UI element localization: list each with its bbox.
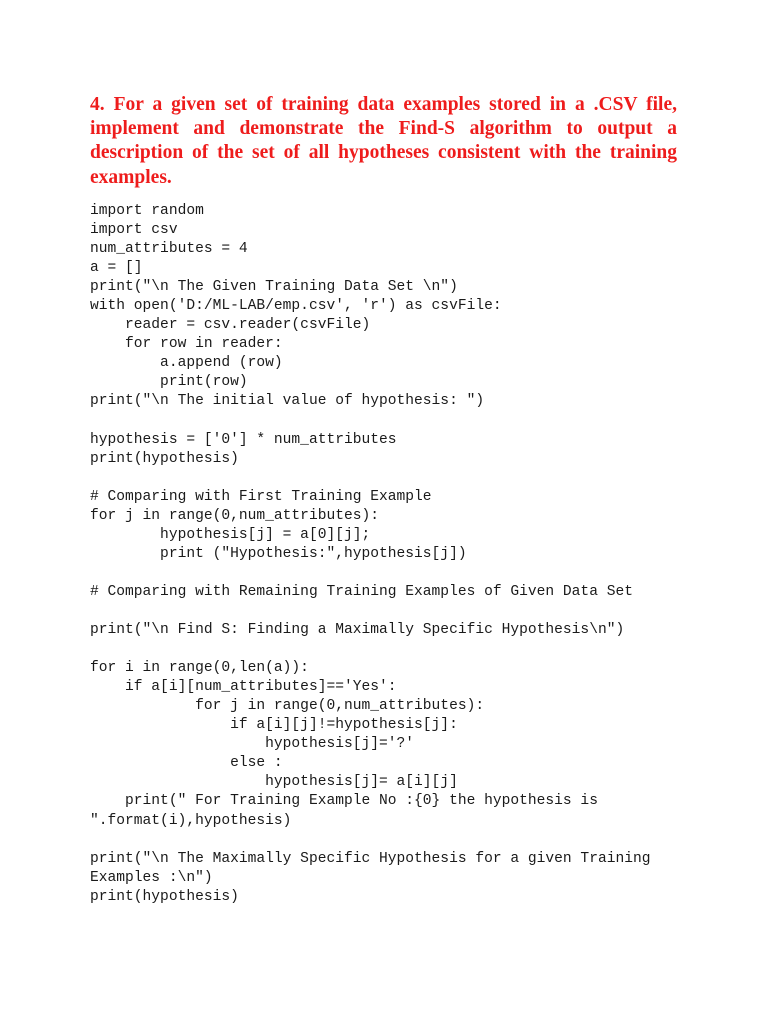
- code-line: print(" For Training Example No :{0} the hypothesis is: [90, 793, 598, 810]
- code-line: [90, 640, 651, 659]
- code-line: print("\n The initial value of hypothesis: "): [90, 393, 485, 410]
- code-line: [90, 564, 651, 583]
- code-line: a = []: [90, 260, 143, 277]
- code-line: reader = csv.reader(csvFile): [90, 317, 371, 334]
- code-line: else :: [90, 755, 283, 772]
- code-line: [90, 831, 651, 850]
- code-line: [90, 602, 651, 621]
- code-line: [90, 469, 651, 488]
- code-line: print("\n Find S: Finding a Maximally Specific Hypothesis\n"): [90, 622, 625, 639]
- code-line: for row in reader:: [90, 336, 283, 353]
- code-line: hypothesis = ['0'] * num_attributes: [90, 431, 397, 448]
- code-line: hypothesis[j]= a[i][j]: [90, 774, 458, 791]
- code-line: # Comparing with Remaining Training Examples of Given Data Set: [90, 583, 633, 600]
- code-line: with open('D:/ML-LAB/emp.csv', 'r') as csvFile:: [90, 298, 502, 315]
- code-line: if a[i][num_attributes]=='Yes':: [90, 679, 397, 696]
- code-line: print ("Hypothesis:",hypothesis[j]): [90, 545, 467, 562]
- code-line: for i in range(0,len(a)):: [90, 660, 309, 677]
- code-line: a.append (row): [90, 355, 283, 372]
- code-line: import csv: [90, 222, 178, 239]
- code-line: for j in range(0,num_attributes):: [90, 507, 380, 524]
- code-line: # Comparing with First Training Example: [90, 488, 432, 505]
- code-line: num_attributes = 4: [90, 241, 248, 258]
- code-line: Examples :\n"): [90, 869, 213, 886]
- code-line: print(row): [90, 374, 248, 391]
- code-line: import random: [90, 203, 204, 219]
- code-block: [90, 202, 651, 907]
- code-line: if a[i][j]!=hypothesis[j]:: [90, 717, 458, 734]
- code-line: print("\n The Maximally Specific Hypothesis for a given Training: [90, 850, 651, 867]
- code-line: hypothesis[j]='?': [90, 736, 415, 753]
- code-line: hypothesis[j] = a[0][j];: [90, 526, 371, 543]
- code-line: print("\n The Given Training Data Set \n"): [90, 279, 458, 296]
- code-line: ".format(i),hypothesis): [90, 812, 292, 829]
- code-line: for j in range(0,num_attributes):: [90, 698, 485, 715]
- code-line: print(hypothesis): [90, 450, 239, 467]
- question-heading: 4. For a given set of training data examples stored in a .CSV file, implement and demonstrate the Find-S algorithm to output a description of the set of all hypotheses consistent with the training examples.: [90, 94, 677, 188]
- code-line: print(hypothesis): [90, 888, 239, 905]
- code-line: [90, 412, 651, 431]
